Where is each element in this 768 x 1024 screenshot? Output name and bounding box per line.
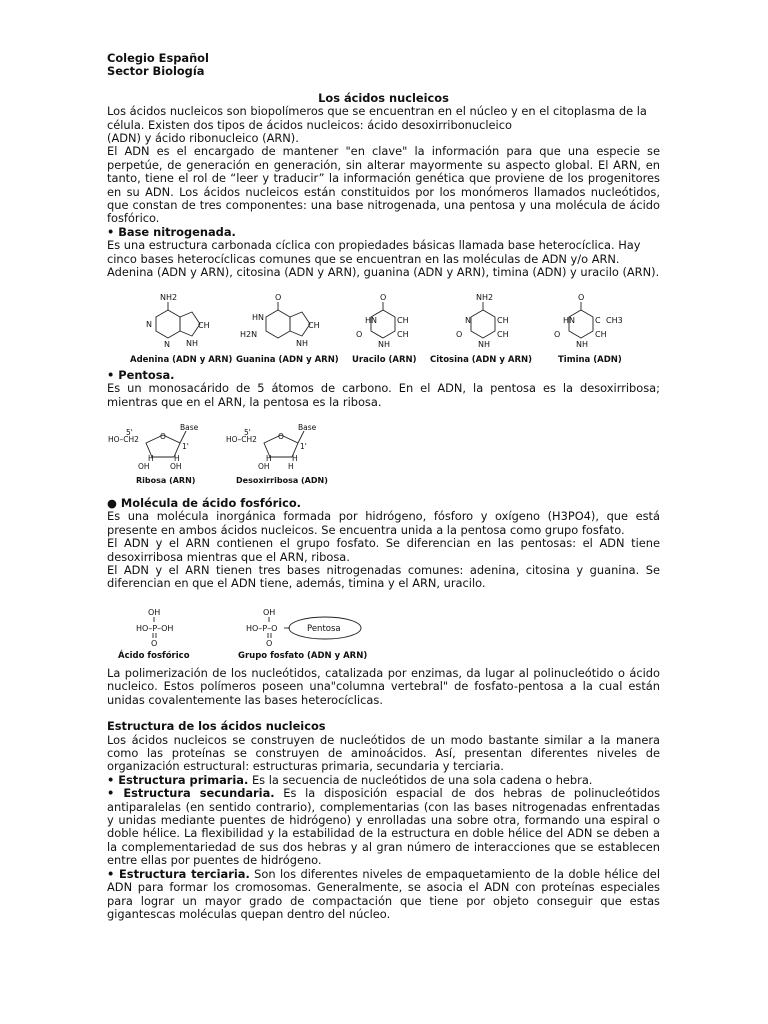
primary-structure-paragraph [107,774,660,787]
tertiary-structure-label: • Estructura terciaria. [107,866,250,881]
cytosine-nh2: NH2 [476,293,494,302]
base-paragraph-2: Adenina (ADN y ARN), citosina (ADN y ARN), guanina (ADN y ARN), timina (ADN) y uracilo (ARN). [107,265,660,280]
cytosine-o: O [456,330,463,339]
school-name: Colegio Español [107,51,209,65]
phosphate-group-pentosa: Pentosa [307,624,341,634]
pentose-heading: • Pentosa. [107,368,175,382]
intro-paragraph-line1: Los ácidos nucleicos son biopolímeros que se encuentran en el núcleo y en el citoplasma de la [107,104,647,119]
phosphoric-acid-structure [118,608,190,660]
phosphate-figure [116,606,376,660]
adenine-nh: NH [186,339,198,348]
intro-paragraph-2: El ADN es el encargado de mantener "en clave" la información para que una especie se perpetúe, de generación en generación, sin alterar mayormente su aspecto global. El ARN, en tanto, tiene el rol de “leer y traducir” la información genética que proviene de los progenitores en su ADN. Los ácidos nucleicos están constituidos por los monómeros llamados nucleótidos, que constan de tres componentes: una base nitrogenada, una pentosa y una molécula de ácido fosfórico. [107,144,660,226]
thymine-ch3: CH3 [606,316,623,325]
uracil-nh: NH [378,340,390,349]
tertiary-structure-text: Son los diferentes niveles de empaquetamiento de la doble hélice del ADN para formar los cromosomas. Generalmente, se asocia el ADN con proteínas especiales para lograr un mayor grado de compactación que tiene por objeto conseguir que estas gigantescas moléculas quepan dentro del núcleo. [107,866,660,921]
uracil-o2: O [356,330,363,339]
secondary-structure-paragraph [107,787,660,867]
base-heading: • Base nitrogenada. [107,224,236,239]
uracil-structure [356,293,409,349]
secondary-structure-text: Es la disposición espacial de dos hebras de polinucleótidos antiparalelas (en sentido contrario), complementarias (con las bases nitrogenadas enfrentadas y unidas mediante puentes de hidrógeno) y enrolladas una sobre otra, formando una espiral o doble hélice. La flexibilidad y la estabilidad de la estructura en doble hélice del ADN se deben a la complementariedad de sus dos hebras y al gran número de interacciones que se establecen entre ellas por puentes de hidrógeno. [107,786,661,868]
guanine-o: O [275,293,282,302]
ribose-o: O [160,432,166,441]
phosphate-group-o: O [266,639,273,648]
phosphate-paragraph-3: El ADN y el ARN tienen tres bases nitrogenadas comunes: adenina, citosina y guanina. Se diferencian en que el ADN tiene, además, timina y el ARN, uracilo. [107,563,660,591]
caption-ribose: Ribosa (ARN) [136,476,196,485]
caption-cytosine: Citosina (ADN y ARN) [430,355,532,365]
phosphate-group-oh: OH [263,608,276,617]
guanine-ch: CH [308,321,320,330]
deoxyribose-base-label: Base [298,423,317,432]
intro-paragraph-line2: célula. Existen dos tipos de ácidos nucleicos: ácido desoxirribonucleico [107,117,512,132]
deoxyribose-o: O [278,432,284,441]
thymine-nh: NH [576,340,588,349]
structure-paragraph: Los ácidos nucleicos se construyen de nucleótidos de un modo bastante similar a la manera como las proteínas se construyen de aminoácidos. Así, presentan diferentes niveles de organización estructural: estructuras primaria, secundaria y terciaria. [107,732,660,774]
structure-heading: Estructura de los ácidos nucleicos [107,719,326,734]
ribose-hoch2: HO–CH2 [108,435,139,444]
adenine-ch: CH [198,321,210,330]
deoxyribose-oh: OH [258,462,270,471]
intro-block [107,52,660,280]
thymine-structure [554,293,623,349]
cytosine-ch2: CH [497,330,509,339]
ribose-oh2: OH [170,462,182,471]
guanine-structure [240,293,320,348]
thymine-o: O [578,293,585,302]
phosphoric-oh: OH [148,608,161,617]
caption-adenine: Adenina (ADN y ARN) [130,355,233,365]
ribose-h2: H [174,454,180,463]
thymine-ch: CH [595,330,607,339]
pentose-block [107,369,660,409]
deoxyribose-structure [226,423,328,485]
sector-name: Sector Biología [107,64,205,79]
deoxyribose-h2: H [292,454,298,463]
cytosine-ch1: CH [497,316,509,325]
ribose-structure [108,423,199,485]
structure-block [107,667,660,921]
ribose-oh1: OH [138,462,150,471]
phosphate-group-structure [238,608,367,660]
tertiary-structure-paragraph [107,868,660,922]
pentose-paragraph: Es un monosacárido de 5 átomos de carbono. En el ADN, la pentosa es la desoxirribosa; mientras que en el ARN, la pentosa es la ribosa. [107,381,660,409]
cytosine-structure [456,293,509,349]
phosphate-block [107,497,660,591]
guanine-h2n: H2N [240,330,258,339]
primary-structure-label: • Estructura primaria. [107,772,249,787]
secondary-structure-label: • Estructura secundaria. [107,786,275,801]
caption-thymine: Timina (ADN) [558,355,622,365]
caption-guanine: Guanina (ADN y ARN) [236,355,339,365]
polymerization-paragraph: La polimerización de los nucleótidos, catalizada por enzimas, da lugar al polinucleótido o ácido nucleico. Estos polímeros poseen una"columna vertebral" de fosfato-pentosa a la cual están unidas covalentemente las bases heterocíclicas. [107,666,660,707]
pentose-figure [108,421,348,489]
adenine-structure [146,293,210,349]
ribose-base-label: Base [180,423,199,432]
adenine-nh2: NH2 [160,293,178,302]
cytosine-n: N [465,316,471,325]
ribose-h1: H [148,454,154,463]
guanine-nh: NH [296,339,308,348]
guanine-hn: HN [252,313,264,322]
base-paragraph-1: Es una estructura carbonada cíclica con propiedades básicas llamada base heterocíclica. Hay cinco bases heterocíclicas comunes que se encuentran en las moléculas de ADN y/o ARN. [107,238,641,266]
uracil-hn: HN [365,316,377,325]
ribose-c5: 5' [126,428,133,437]
deoxyribose-h1: H [266,454,272,463]
nitrogenous-bases-figure [120,290,640,368]
uracil-o: O [380,293,387,302]
deoxyribose-h3: H [288,462,294,471]
cytosine-nh: NH [478,340,490,349]
caption-phosphoric-acid: Ácido fosfórico [118,651,190,660]
ribose-c1: 1' [182,442,189,451]
adenine-n3: N [164,340,170,349]
caption-uracil: Uracilo (ARN) [352,355,417,365]
phosphate-heading: ● Molécula de ácido fosfórico. [107,496,302,510]
uracil-ch2: CH [397,330,409,339]
page-title: Los ácidos nucleicos [318,90,449,105]
thymine-o2: O [554,330,561,339]
phosphate-group-ho-p-o: HO–P–O [246,624,278,633]
phosphoric-ho-p-oh: HO–P–OH [136,624,174,633]
adenine-n1: N [146,320,152,329]
deoxyribose-c1: 1' [300,442,307,451]
thymine-c: C [595,316,601,325]
primary-structure-text: Es la secuencia de nucleótidos de una sola cadena o hebra. [248,772,593,787]
deoxyribose-hoch2: HO–CH2 [226,435,257,444]
uracil-ch1: CH [397,316,409,325]
phosphate-paragraph-1: Es una molécula inorgánica formada por hidrógeno, fósforo y oxígeno (H3PO4), que está presente en ambos ácidos nucleicos. Se encuentra unida a la pentosa como grupo fosfato. [107,509,660,537]
thymine-hn: HN [563,316,575,325]
phosphate-paragraph-2: El ADN y el ARN contienen el grupo fosfato. Se diferencian en las pentosas: el ADN tiene desoxirribosa mientras que el ARN, ribosa. [107,536,660,564]
caption-deoxyribose: Desoxirribosa (ADN) [236,476,328,485]
deoxyribose-c5: 5' [244,428,251,437]
caption-phosphate-group: Grupo fosfato (ADN y ARN) [238,651,368,660]
phosphoric-o: O [151,639,158,648]
intro-paragraph-line3: (ADN) y ácido ribonucleico (ARN). [107,131,299,146]
